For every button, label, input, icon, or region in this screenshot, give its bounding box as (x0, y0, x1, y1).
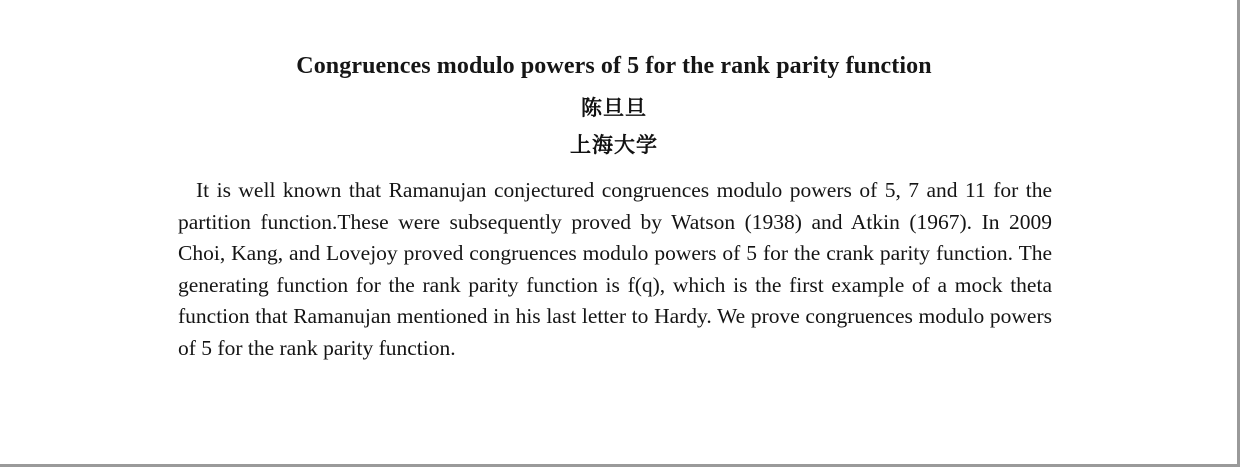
abstract-block (178, 175, 1052, 364)
author-affiliation: 上海大学 (570, 132, 658, 157)
page-title: Congruences modulo powers of 5 for the rank parity function (296, 53, 932, 79)
abstract-text: It is well known that Ramanujan conjectured congruences modulo powers of 5, 7 and 11 for the partition function.These were subsequently proved by Watson (1938) and Atkin (1967). In 2009 Choi, Kang, and Lovejoy proved congruences modulo powers of 5 for the crank parity function. The generating function for the rank parity function is f(q), which is the first example of a mock theta function that Ramanujan mentioned in his last letter to Hardy. We prove congruences modulo powers of 5 for the rank parity function. (178, 178, 1052, 360)
author-name: 陈旦旦 (581, 95, 647, 120)
